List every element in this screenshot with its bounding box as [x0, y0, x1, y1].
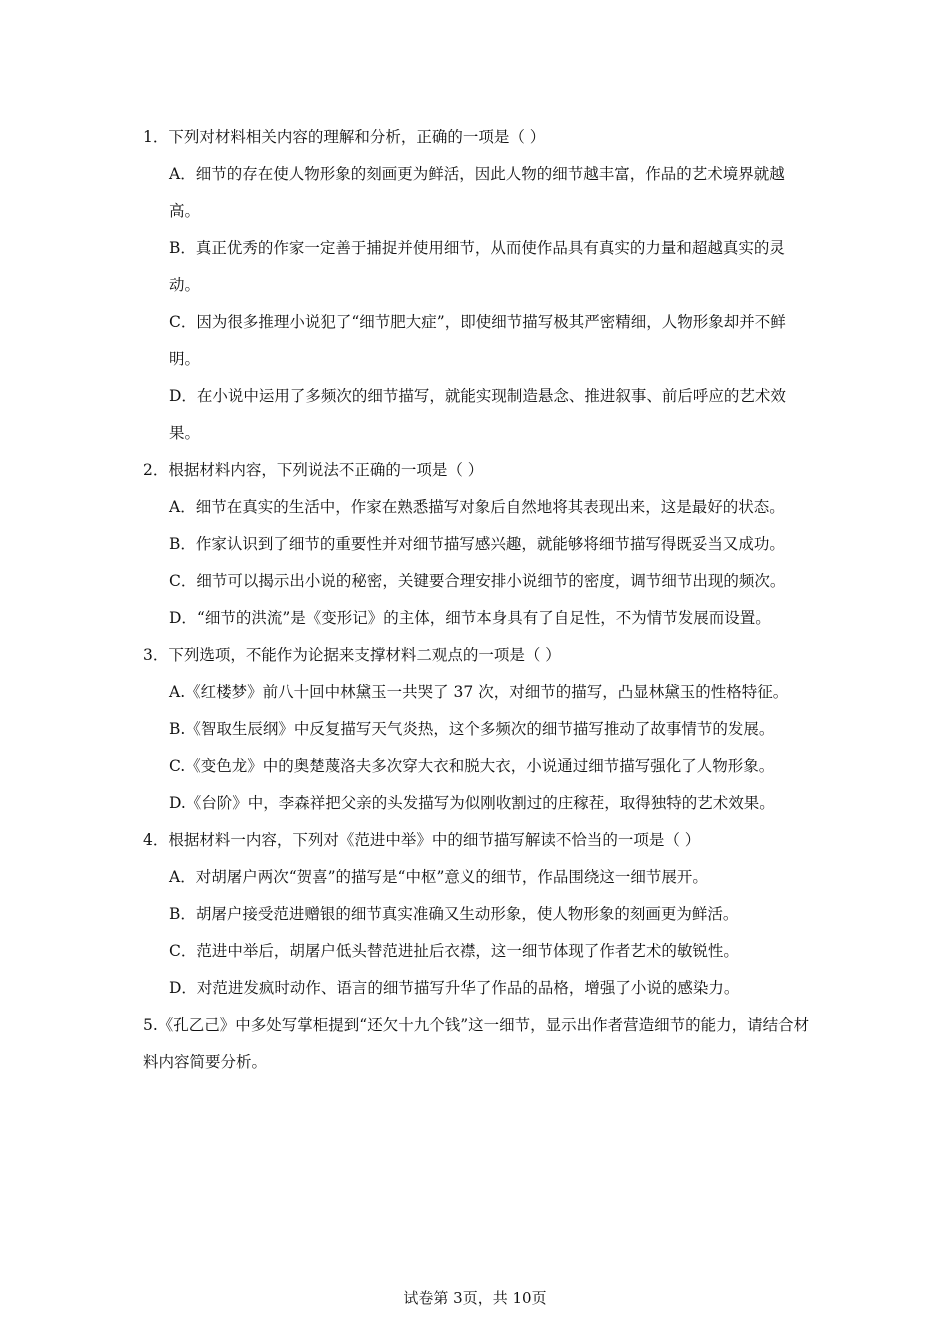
question-2-option-b: B．作家认识到了细节的重要性并对细节描写感兴趣，就能够将细节描写得既妥当又成功。	[169, 535, 785, 553]
question-4-option-a: A．对胡屠户两次“贺喜”的描写是“中枢”意义的细节，作品围绕这一细节展开。	[169, 868, 708, 886]
question-1-stem: 1．下列对材料相关内容的理解和分析，正确的一项是（ ）	[143, 128, 546, 146]
question-2-stem: 2．根据材料内容，下列说法不正确的一项是（ ）	[143, 461, 484, 479]
question-3-option-a: A.《红楼梦》前八十回中林黛玉一共哭了 37 次，对细节的描写，凸显林黛玉的性格特征。	[169, 683, 789, 701]
question-list	[143, 119, 813, 1081]
question-4-option-b: B．胡屠户接受范进赠银的细节真实准确又生动形象，使人物形象的刻画更为鲜活。	[169, 905, 739, 923]
page-footer: 试卷第 3页，共 10页	[403, 1289, 547, 1307]
question-2-option-a: A．细节在真实的生活中，作家在熟悉描写对象后自然地将其表现出来，这是最好的状态。	[169, 498, 785, 516]
question-1-option-b: B．真正优秀的作家一定善于捕捉并使用细节，从而使作品具有真实的力量和超越真实的灵动。	[169, 239, 785, 294]
question-1-option-c: C．因为很多推理小说犯了“细节肥大症”，即使细节描写极其严密精细，人物形象却并不鲜明。	[169, 313, 786, 368]
question-2-option-c: C．细节可以揭示出小说的秘密，关键要合理安排小说细节的密度，调节细节出现的频次。	[169, 572, 786, 590]
question-5-stem: 5.《孔乙己》中多处写掌柜提到“还欠十九个钱”这一细节，显示出作者营造细节的能力，请结合材料内容简要分析。	[143, 1016, 810, 1071]
question-4-stem: 4．根据材料一内容，下列对《范进中举》中的细节描写解读不恰当的一项是（ ）	[143, 831, 701, 849]
question-3-option-b: B.《智取生辰纲》中反复描写天气炎热，这个多频次的细节描写推动了故事情节的发展。	[169, 720, 775, 738]
question-2-option-d: D．“细节的洪流”是《变形记》的主体，细节本身具有了自足性，不为情节发展而设置。	[169, 609, 771, 627]
question-4-option-d: D．对范进发疯时动作、语言的细节描写升华了作品的品格，增强了小说的感染力。	[169, 979, 740, 997]
question-3-stem: 3．下列选项，不能作为论据来支撑材料二观点的一项是（ ）	[143, 646, 561, 664]
question-1-option-d: D．在小说中运用了多频次的细节描写，就能实现制造悬念、推进叙事、前后呼应的艺术效果。	[169, 387, 786, 442]
question-3-option-c: C.《变色龙》中的奥楚蔑洛夫多次穿大衣和脱大衣，小说通过细节描写强化了人物形象。	[169, 757, 775, 775]
question-1-option-a: A．细节的存在使人物形象的刻画更为鲜活，因此人物的细节越丰富，作品的艺术境界就越高。	[169, 165, 785, 220]
question-3-option-d: D.《台阶》中，李森祥把父亲的头发描写为似刚收割过的庄稼茬，取得独特的艺术效果。	[169, 794, 775, 812]
question-4-option-c: C．范进中举后，胡屠户低头替范进扯后衣襟，这一细节体现了作者艺术的敏锐性。	[169, 942, 739, 960]
